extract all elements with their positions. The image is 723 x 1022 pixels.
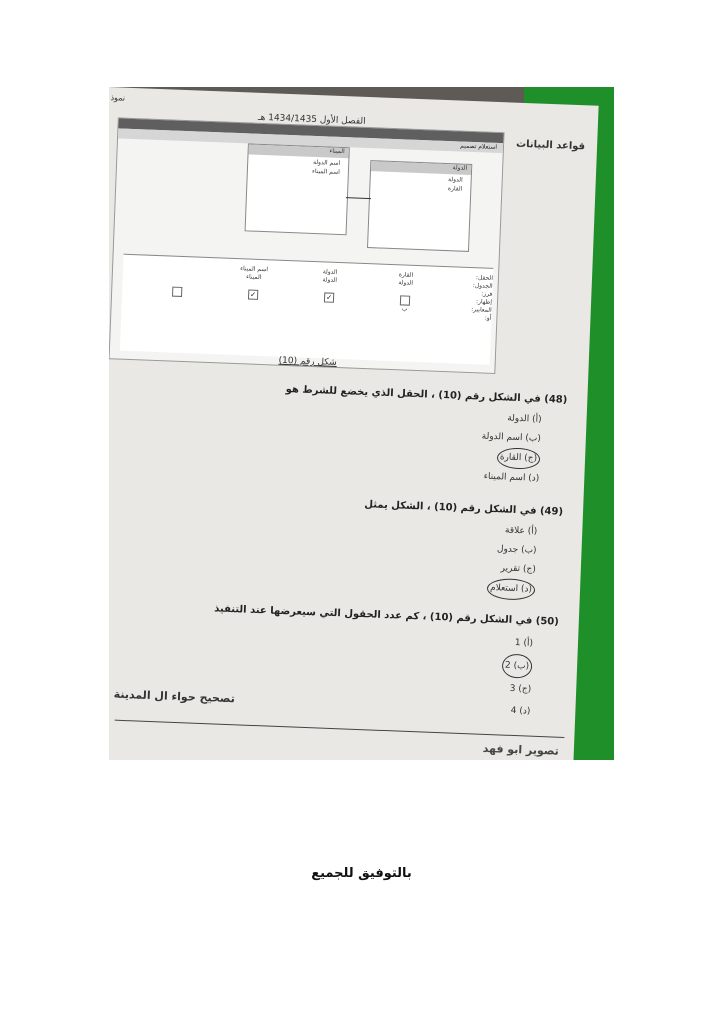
table-box-country: [367, 160, 472, 252]
table-box-port: [245, 143, 350, 235]
correction-stamp: تصحيح حواء ال المدينة: [113, 687, 236, 706]
column-table: الدولة: [398, 279, 414, 287]
option: (د) 4: [510, 705, 531, 717]
column-field: الدولة: [322, 268, 338, 276]
option: (ب) اسم الدولة: [481, 431, 542, 444]
row-label: أو:: [484, 314, 492, 322]
footer-divider: [115, 720, 565, 738]
exam-paper: [109, 87, 599, 760]
option: (ج) تقرير: [500, 563, 536, 575]
option: (ج) 3: [509, 683, 532, 695]
table-name: الميناء: [249, 144, 349, 158]
table-name: الدولة: [371, 161, 471, 175]
photo-of-exam-page: [109, 87, 614, 760]
question-49: [140, 491, 563, 602]
relationship-line: [346, 197, 371, 199]
grid-column: [370, 270, 442, 315]
corner-text: نموذ: [110, 93, 126, 103]
option: (د) اسم الميناء: [483, 471, 540, 484]
photo-credit: تصوير ابو فهد: [482, 741, 560, 758]
option: (أ) علاقة: [504, 525, 538, 537]
subject-header: قواعد البيانات: [515, 138, 586, 153]
closing-message: بالتوفيق للجميع: [311, 866, 412, 881]
show-checkbox: ✓: [324, 292, 334, 302]
selected-option: (د) استعلام: [487, 578, 536, 601]
show-checkbox: ✓: [248, 289, 258, 299]
grid-row-labels: [443, 273, 493, 323]
selected-option: (ب) 2: [502, 654, 533, 679]
table-field: القارة: [447, 185, 463, 193]
question-number: (50): [535, 615, 559, 628]
show-checkbox: [400, 295, 410, 305]
option: (أ) 1: [514, 637, 534, 649]
grid-column: [142, 261, 213, 298]
question-text: في الشكل رقم (10) ، الحقل الذي يخضع للشرط هو: [285, 384, 541, 405]
question-50: [115, 600, 559, 724]
grid-column: [294, 267, 365, 304]
term-header: الفصل الأول 1434/1435 هـ: [257, 112, 366, 127]
table-field: اسم الميناء: [311, 167, 341, 176]
question-number: (48): [544, 393, 568, 406]
selected-option: (ج) القارة: [496, 447, 540, 470]
column-field: اسم الميناء: [240, 265, 269, 274]
column-criteria: ب: [401, 305, 408, 313]
question-number: (49): [539, 505, 564, 518]
option: (ب) جدول: [496, 544, 537, 556]
figure-caption: شكل رقم (10): [278, 355, 337, 368]
question-text: في الشكل رقم (10) ، كم عدد الحقول التي سيعرضها عند التنفيذ: [213, 603, 533, 627]
row-label: فرز:: [481, 290, 493, 298]
show-checkbox: [172, 287, 182, 297]
question-48: [144, 379, 567, 490]
row-label: الحقل:: [475, 274, 494, 282]
question-text: في الشكل رقم (10) ، الشكل يمثل: [364, 499, 537, 517]
query-design-screenshot: [109, 117, 505, 374]
table-field: اسم الدولة: [312, 158, 341, 167]
option: (أ) الدولة: [507, 413, 542, 425]
column-field: القارة: [398, 271, 414, 279]
table-field: الدولة: [447, 176, 463, 184]
grid-column: [218, 264, 289, 301]
row-label: المعايير:: [471, 306, 492, 314]
column-table: الدولة: [322, 276, 338, 284]
window-title: استعلام تصميم: [460, 142, 498, 151]
column-table: الميناء: [246, 273, 262, 281]
query-design-grid: [120, 254, 493, 365]
row-label: الجدول:: [472, 282, 493, 290]
row-label: إظهار:: [475, 298, 493, 306]
